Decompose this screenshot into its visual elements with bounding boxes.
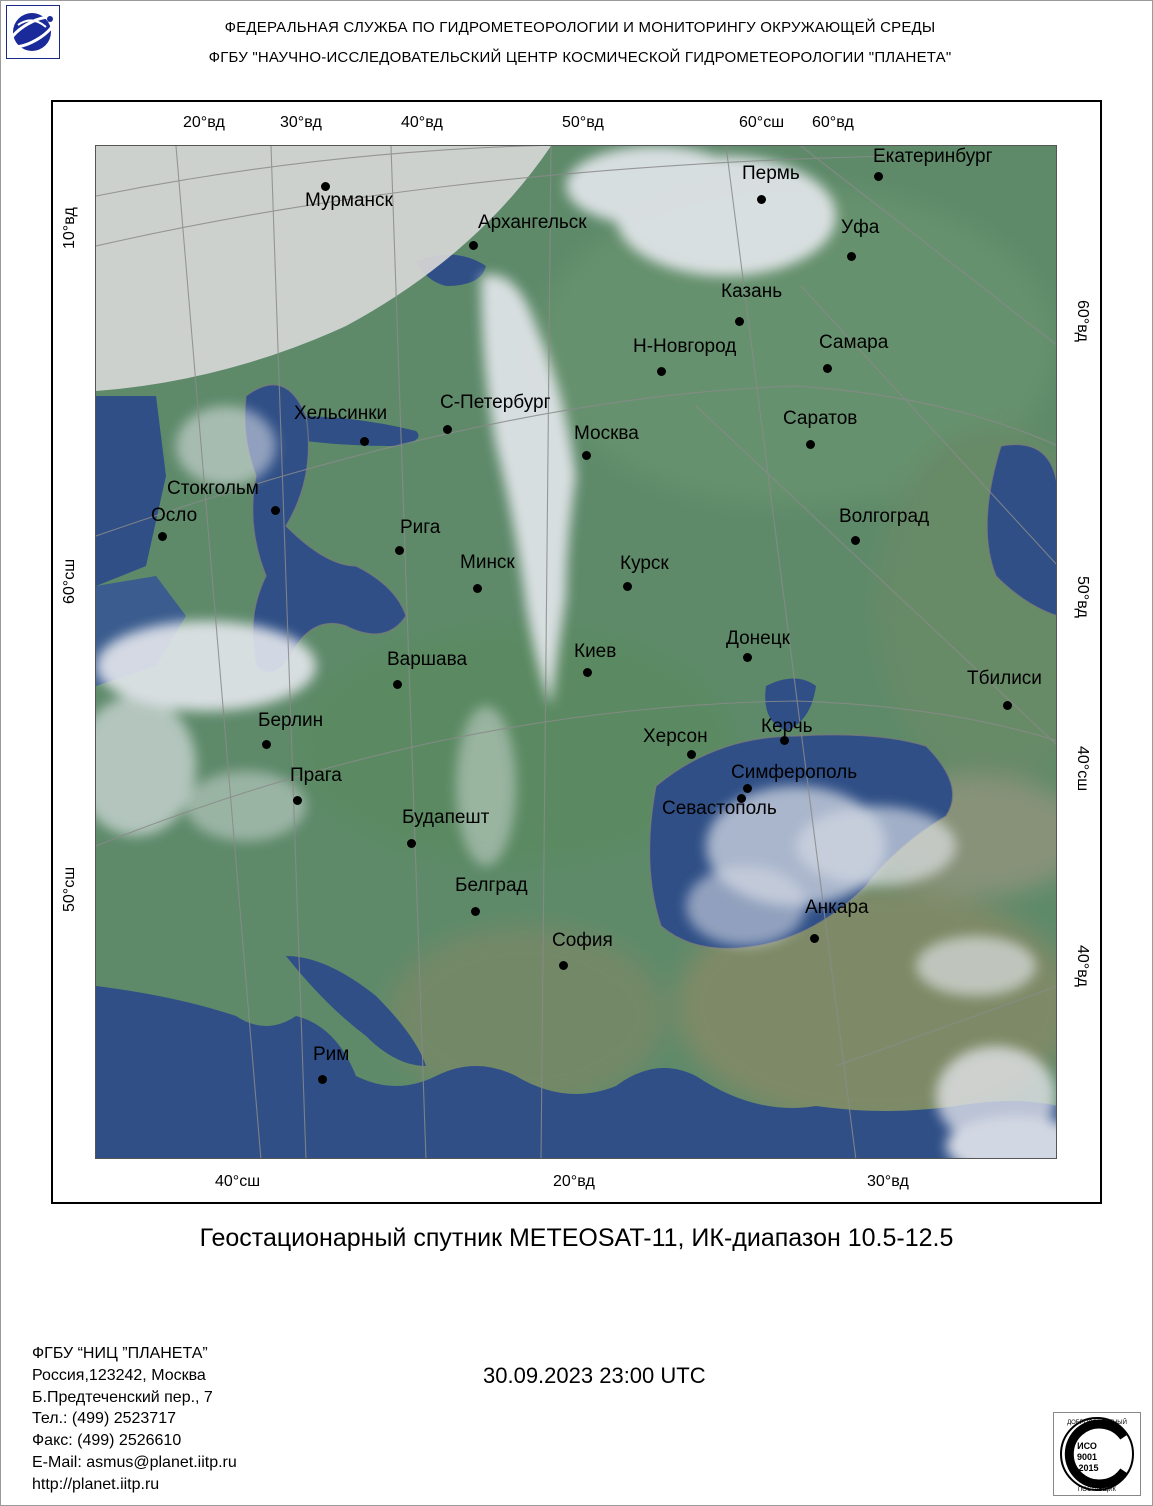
- city-marker: [806, 440, 815, 449]
- city-marker: [443, 425, 452, 434]
- city-marker: [847, 252, 856, 261]
- right-tick-label: 60°вд: [1074, 300, 1091, 342]
- city-label: Осло: [151, 505, 198, 526]
- top-tick-label: 30°вд: [280, 114, 322, 131]
- city-marker: [471, 907, 480, 916]
- bottom-tick-label: 30°вд: [867, 1173, 909, 1190]
- city-marker: [851, 536, 860, 545]
- address-line: Факс: (499) 2526610: [32, 1432, 182, 1450]
- header-line-1: ФЕДЕРАЛЬНАЯ СЛУЖБА ПО ГИДРОМЕТЕОРОЛОГИИ И МОНИТОРИНГУ ОКРУЖАЮЩЕЙ СРЕДЫ: [224, 19, 936, 36]
- top-tick-label: 60°вд: [812, 114, 854, 131]
- city-marker: [743, 653, 752, 662]
- city-marker: [823, 364, 832, 373]
- top-tick-label: 40°вд: [401, 114, 443, 131]
- right-tick-label: 40°сш: [1074, 746, 1091, 792]
- city-label: Екатеринбург: [873, 146, 993, 167]
- city-label: Казань: [721, 281, 783, 302]
- city-label: Рига: [400, 517, 441, 538]
- city-marker: [623, 582, 632, 591]
- bottom-tick-label: 20°вд: [553, 1173, 595, 1190]
- planeta-logo-icon: [6, 5, 60, 59]
- city-marker: [271, 506, 280, 515]
- city-marker: [395, 546, 404, 555]
- city-marker: [757, 195, 766, 204]
- city-label: Варшава: [387, 649, 468, 670]
- city-marker: [743, 784, 752, 793]
- cert-bottom-text: ПОСТАВЩИК: [1077, 1487, 1117, 1493]
- city-label: Будапешт: [402, 807, 490, 828]
- cert-line-3: -2015: [1075, 1463, 1099, 1473]
- observation-datetime: 30.09.2023 23:00 UTC: [483, 1363, 706, 1388]
- address-line: Россия,123242, Москва: [32, 1366, 206, 1384]
- top-tick-label: 60°сш: [739, 114, 785, 131]
- left-tick-label: 60°сш: [61, 558, 78, 604]
- city-marker: [262, 740, 271, 749]
- city-label: Симферополь: [731, 762, 858, 783]
- city-marker: [318, 1075, 327, 1084]
- city-label: Керчь: [761, 716, 813, 737]
- satellite-caption: Геостационарный спутник METEOSAT-11, ИК-диапазон 10.5-12.5: [199, 1224, 954, 1252]
- city-marker: [810, 934, 819, 943]
- city-label: Минск: [460, 552, 515, 573]
- city-label: Мурманск: [305, 190, 393, 211]
- cert-line-1: ИСО: [1077, 1441, 1097, 1451]
- city-marker: [407, 839, 416, 848]
- city-marker: [393, 680, 402, 689]
- city-label: Москва: [574, 423, 639, 444]
- top-tick-label: 50°вд: [562, 114, 604, 131]
- city-label: Хельсинки: [294, 403, 388, 424]
- city-label: Саратов: [783, 408, 858, 429]
- city-label: София: [552, 930, 613, 951]
- city-marker: [582, 451, 591, 460]
- city-marker: [469, 241, 478, 250]
- city-label: Херсон: [643, 726, 708, 747]
- cert-top-text: ДОБРОСОВЕСТНЫЙ: [1067, 1420, 1127, 1426]
- city-marker: [583, 668, 592, 677]
- cert-line-2: 9001: [1076, 1452, 1098, 1462]
- city-label: Берлин: [258, 710, 324, 731]
- city-label: Уфа: [841, 217, 880, 238]
- city-label: Курск: [620, 553, 669, 574]
- right-tick-label: 40°вд: [1074, 945, 1091, 987]
- city-label: Пермь: [742, 163, 800, 184]
- address-website: http://planet.iitp.ru: [32, 1475, 160, 1493]
- city-label: Волгоград: [839, 506, 930, 527]
- city-marker: [1003, 701, 1012, 710]
- city-label: С-Петербург: [440, 392, 551, 413]
- iso-certificate-badge: [1053, 1412, 1141, 1496]
- left-tick-label: 10°вд: [61, 207, 78, 249]
- city-label: Н-Новгород: [633, 336, 737, 357]
- city-marker: [559, 961, 568, 970]
- city-label: Рим: [313, 1044, 350, 1065]
- left-tick-label: 50°сш: [61, 866, 78, 912]
- city-label: Архангельск: [478, 212, 587, 233]
- city-marker: [657, 367, 666, 376]
- address-line: ФГБУ “НИЦ ”ПЛАНЕТА”: [32, 1345, 208, 1362]
- address-email: E-Mail: asmus@planet.iitp.ru: [32, 1453, 237, 1471]
- header-line-2: ФГБУ "НАУЧНО-ИССЛЕДОВАТЕЛЬСКИЙ ЦЕНТР КОСМИЧЕСКОЙ ГИДРОМЕТЕОРОЛОГИИ "ПЛАНЕТА": [208, 49, 952, 66]
- city-marker: [687, 750, 696, 759]
- city-label: Белград: [455, 875, 528, 896]
- top-tick-label: 20°вд: [183, 114, 225, 131]
- city-label: Стокгольм: [167, 478, 259, 499]
- city-marker: [158, 532, 167, 541]
- city-label: Донецк: [726, 628, 790, 649]
- city-label: Тбилиси: [967, 668, 1042, 689]
- city-label: Прага: [290, 765, 342, 786]
- city-label: Самара: [819, 332, 889, 353]
- contact-address: [32, 1343, 237, 1496]
- city-marker: [473, 584, 482, 593]
- city-label: Киев: [574, 641, 617, 662]
- city-marker: [293, 796, 302, 805]
- city-marker: [874, 172, 883, 181]
- city-marker: [735, 317, 744, 326]
- address-line: Тел.: (499) 2523717: [32, 1410, 176, 1428]
- bottom-tick-label: 40°сш: [215, 1173, 261, 1190]
- city-label: Севастополь: [662, 798, 777, 819]
- city-label: Анкара: [805, 897, 869, 918]
- address-line: Б.Предтеченский пер., 7: [32, 1388, 213, 1406]
- right-tick-label: 50°вд: [1074, 576, 1091, 618]
- city-marker: [360, 437, 369, 446]
